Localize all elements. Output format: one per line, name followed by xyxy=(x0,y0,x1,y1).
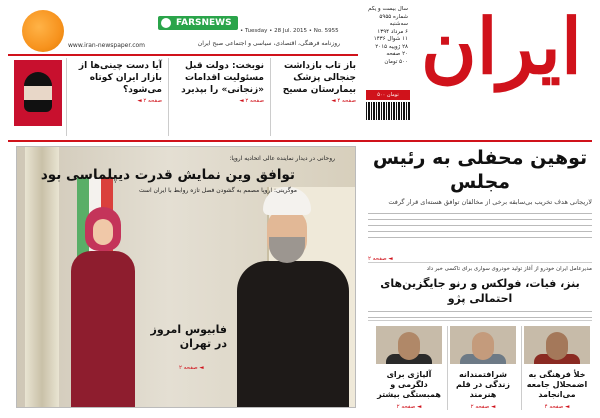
lead-page-ref: صفحه ۲ ◄ xyxy=(368,256,393,262)
issue-line: • Tuesday • 28 Jul. 2015 • No. 5955 xyxy=(240,28,339,34)
photo-headline: توافق وین نمایش قدرت دیپلماسی بود xyxy=(40,167,295,183)
date-line: سال بیست و یکم xyxy=(368,6,408,12)
column-divider xyxy=(447,326,448,410)
thumbnail-photo[interactable] xyxy=(524,326,590,364)
woman-body xyxy=(71,251,135,408)
text-line xyxy=(368,317,592,318)
date-line: ۱۱ شوال ۱۴۳۶ xyxy=(373,36,408,42)
woman-figure xyxy=(63,207,143,408)
man-robe xyxy=(237,261,349,408)
lead-headline[interactable]: توهین محفلی به رئیس مجلس xyxy=(372,147,588,193)
photo-bottom-headline: فابیوس امروز در تهران xyxy=(150,323,227,350)
magazine-cover-image xyxy=(14,60,62,126)
photo-caption-kicker: روحانی در دیدار نماینده عالی اتحادیه اروپا: xyxy=(229,155,335,162)
thumb-head xyxy=(472,332,494,360)
cover-portrait-icon xyxy=(24,72,52,112)
main-photo[interactable] xyxy=(16,146,356,408)
story-divider xyxy=(368,320,592,321)
newspaper-url: www.iran-newspaper.com xyxy=(68,42,146,49)
lead-body-text xyxy=(368,210,592,238)
newspaper-logo: ایران xyxy=(420,2,582,91)
story2-kicker: مدیرعامل ایران خودرو از آغاز تولید خودروی سواری برای تاکسی خبر داد xyxy=(426,266,592,272)
man-beard xyxy=(269,237,305,263)
text-line xyxy=(368,225,592,226)
teaser-page-ref: صفحه ۲ ◄ xyxy=(137,98,162,104)
text-line xyxy=(368,219,592,220)
teaser-page-ref: صفحه ۴ ◄ xyxy=(331,98,356,104)
farsnews-logo-icon xyxy=(161,18,171,28)
thumb-head xyxy=(398,332,420,360)
teaser-story[interactable] xyxy=(66,58,166,136)
date-line: ۶ مرداد ۱۳۹۴ xyxy=(377,28,408,35)
bottom-story-headline[interactable]: خلأ فرهنگی به اضمحلال جامعه می‌انجامد xyxy=(526,370,588,399)
story2-body-text xyxy=(368,308,592,318)
text-line xyxy=(368,213,592,214)
sun-logo-icon xyxy=(22,10,64,52)
section-rule xyxy=(8,140,592,142)
story-divider xyxy=(368,262,592,263)
date-line: ۲۸ ژوییه ۲۰۱۵ xyxy=(375,43,408,50)
thumbnail-photo[interactable] xyxy=(376,326,442,364)
story2-headline[interactable]: بنز، فیات، فولکس و رنو جایگزین‌های احتمالی پژو xyxy=(380,277,580,305)
lead-subhead: لاریجانی هدف تخریب بی‌سابقه برخی از مخالفان توافق هسته‌ای قرار گرفت xyxy=(388,198,592,206)
man-figure xyxy=(229,187,349,408)
thumb-head xyxy=(546,332,568,360)
text-line xyxy=(368,311,592,312)
teaser-story[interactable] xyxy=(168,58,268,136)
teaser-headline: آیا دست چینی‌ها از بازار ایران کوتاه می‌شود؟ xyxy=(78,61,162,95)
teaser-story[interactable] xyxy=(270,58,360,136)
photo-page-ref: صفحه ۲ ◄ xyxy=(179,365,204,371)
date-line: شماره ۵۹۵۵ xyxy=(379,13,408,20)
barcode-icon xyxy=(366,102,410,120)
farsnews-watermark xyxy=(158,16,238,30)
masthead-rule xyxy=(8,54,358,56)
bottom-story-headline[interactable]: آلیاژی برای دلگرمی و همبستگی بیشتر xyxy=(377,370,441,399)
farsnews-label: FARSNEWS xyxy=(176,18,232,28)
bottom-story-page-ref: صفحه ۲ ◄ xyxy=(396,404,422,410)
text-line xyxy=(368,231,592,232)
text-line xyxy=(368,237,592,238)
date-line: ۵۰۰ تومان xyxy=(384,58,408,65)
column-divider xyxy=(521,326,522,410)
date-line: ۲۰ صفحه xyxy=(386,51,408,57)
bottom-story-page-ref: صفحه ۴ ◄ xyxy=(544,404,570,410)
price-label: ۵۰۰ تومان xyxy=(366,90,410,100)
photo-caption-sub: موگرینی: اروپا مصمم به گشودن فصل تازه روابط با ایران است xyxy=(139,187,297,194)
woman-face xyxy=(93,219,113,245)
date-line: سه‌شنبه xyxy=(389,21,408,27)
teaser-page-ref: صفحه ۲ ◄ xyxy=(239,98,264,104)
bottom-story-page-ref: صفحه ۲ ◄ xyxy=(470,404,496,410)
teaser-headline: باز تاب بازداشت جنجالی پزشک بیمارستان مسیح xyxy=(282,61,356,95)
thumbnail-photo[interactable] xyxy=(450,326,516,364)
teaser-headline: نوبخت: دولت قبل مسئولیت اقدامات «زنجانی» را بپذیرد xyxy=(181,61,264,95)
bottom-story-headline[interactable]: شرافتمندانه زندگی در قلم هنرمند xyxy=(455,370,511,399)
newspaper-slogan: روزنامه فرهنگی، اقتصادی، سیاسی و اجتماعی صبح ایران xyxy=(197,40,340,47)
